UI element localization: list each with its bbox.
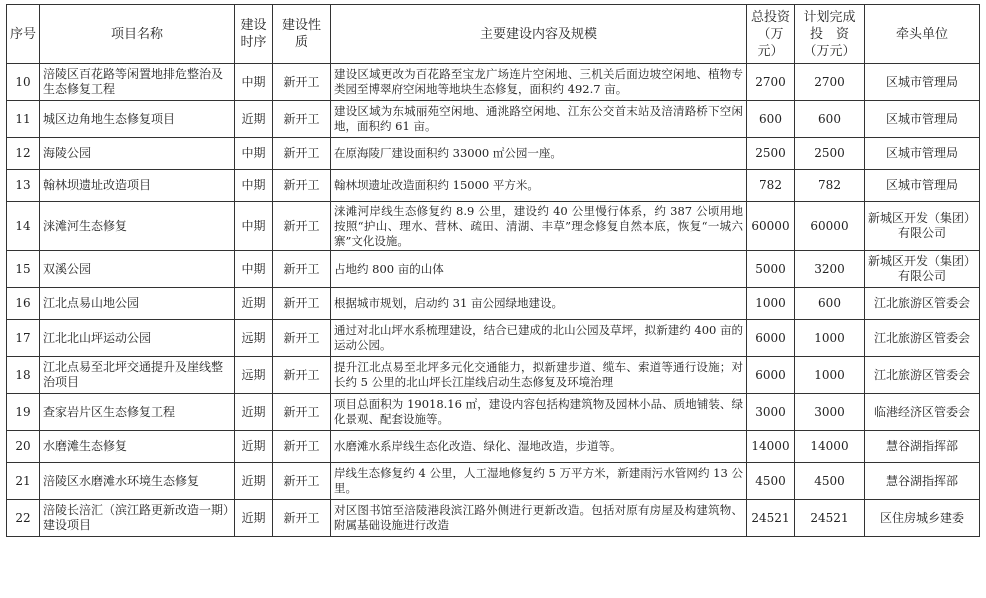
cell-nature: 新开工 — [273, 463, 331, 500]
cell-name: 水磨滩生态修复 — [40, 431, 235, 463]
cell-phase: 近期 — [235, 101, 273, 138]
header-name: 项目名称 — [40, 5, 235, 64]
cell-nature: 新开工 — [273, 288, 331, 320]
cell-planned: 3000 — [795, 394, 865, 431]
cell-content: 建设区域更改为百花路至宝龙广场连片空闲地、三机关后面边坡空闲地、植物专类园至博翠府空闲地等地块生态修复，面积约 492.7 亩。 — [331, 64, 747, 101]
cell-planned: 14000 — [795, 431, 865, 463]
cell-seq: 20 — [7, 431, 40, 463]
cell-name: 双溪公园 — [40, 251, 235, 288]
header-seq: 序号 — [7, 5, 40, 64]
cell-seq: 12 — [7, 138, 40, 170]
cell-total: 782 — [747, 170, 795, 202]
cell-name: 江北北山坪运动公园 — [40, 320, 235, 357]
cell-planned: 60000 — [795, 202, 865, 251]
cell-total: 6000 — [747, 320, 795, 357]
cell-seq: 22 — [7, 500, 40, 537]
cell-nature: 新开工 — [273, 320, 331, 357]
table-row — [7, 170, 980, 202]
cell-seq: 17 — [7, 320, 40, 357]
cell-phase: 近期 — [235, 500, 273, 537]
cell-total: 2500 — [747, 138, 795, 170]
header-content: 主要建设内容及规模 — [331, 5, 747, 64]
cell-phase: 近期 — [235, 394, 273, 431]
header-nature: 建设性质 — [273, 5, 331, 64]
cell-nature: 新开工 — [273, 170, 331, 202]
cell-phase: 近期 — [235, 288, 273, 320]
cell-name: 涪陵区水磨滩水环境生态修复 — [40, 463, 235, 500]
cell-seq: 14 — [7, 202, 40, 251]
table-row — [7, 463, 980, 500]
cell-seq: 11 — [7, 101, 40, 138]
table-row — [7, 64, 980, 101]
table-row — [7, 320, 980, 357]
cell-nature: 新开工 — [273, 101, 331, 138]
cell-total: 4500 — [747, 463, 795, 500]
cell-nature: 新开工 — [273, 394, 331, 431]
cell-phase: 中期 — [235, 251, 273, 288]
cell-planned: 3200 — [795, 251, 865, 288]
cell-name: 海陵公园 — [40, 138, 235, 170]
cell-planned: 2700 — [795, 64, 865, 101]
cell-seq: 10 — [7, 64, 40, 101]
header-lead: 牵头单位 — [865, 5, 980, 64]
cell-lead: 江北旅游区管委会 — [865, 357, 980, 394]
cell-nature: 新开工 — [273, 431, 331, 463]
cell-lead: 慧谷湖指挥部 — [865, 431, 980, 463]
cell-total: 14000 — [747, 431, 795, 463]
cell-lead: 区住房城乡建委 — [865, 500, 980, 537]
cell-name: 涪陵区百花路等闲置地排危整治及生态修复工程 — [40, 64, 235, 101]
cell-planned: 600 — [795, 288, 865, 320]
cell-lead: 区城市管理局 — [865, 64, 980, 101]
cell-content: 通过对北山坪水系梳理建设，结合已建成的北山公园及草坪，拟新建约 400 亩的运动公园。 — [331, 320, 747, 357]
cell-content: 翰林坝遗址改造面积约 15000 平方米。 — [331, 170, 747, 202]
cell-total: 2700 — [747, 64, 795, 101]
cell-seq: 21 — [7, 463, 40, 500]
cell-lead: 新城区开发（集团）有限公司 — [865, 202, 980, 251]
cell-nature: 新开工 — [273, 138, 331, 170]
header-row — [7, 5, 980, 64]
cell-total: 3000 — [747, 394, 795, 431]
cell-planned: 4500 — [795, 463, 865, 500]
cell-lead: 新城区开发（集团）有限公司 — [865, 251, 980, 288]
cell-seq: 15 — [7, 251, 40, 288]
table-row — [7, 251, 980, 288]
cell-nature: 新开工 — [273, 64, 331, 101]
cell-content: 提升江北点易至北坪多元化交通能力，拟新建步道、缆车、索道等通行设施；对长约 5 公里的北山坪长江崖线启动生态修复及环境治理 — [331, 357, 747, 394]
cell-seq: 18 — [7, 357, 40, 394]
cell-planned: 600 — [795, 101, 865, 138]
table-row — [7, 101, 980, 138]
cell-total: 6000 — [747, 357, 795, 394]
cell-seq: 16 — [7, 288, 40, 320]
cell-lead: 临港经济区管委会 — [865, 394, 980, 431]
cell-phase: 近期 — [235, 431, 273, 463]
cell-total: 5000 — [747, 251, 795, 288]
cell-lead: 江北旅游区管委会 — [865, 288, 980, 320]
cell-seq: 13 — [7, 170, 40, 202]
cell-nature: 新开工 — [273, 251, 331, 288]
cell-lead: 慧谷湖指挥部 — [865, 463, 980, 500]
table-row — [7, 138, 980, 170]
cell-content: 水磨滩水系岸线生态化改造、绿化、湿地改造，步道等。 — [331, 431, 747, 463]
cell-content: 岸线生态修复约 4 公里，人工湿地修复约 5 万平方米，新建雨污水管网约 13 公里。 — [331, 463, 747, 500]
cell-content: 对区图书馆至涪陵港段滨江路外侧进行更新改造。包括对原有房屋及构建筑物、附属基础设施进行改造 — [331, 500, 747, 537]
cell-content: 占地约 800 亩的山体 — [331, 251, 747, 288]
table-row — [7, 288, 980, 320]
project-table — [6, 4, 980, 537]
table-row — [7, 431, 980, 463]
cell-lead: 江北旅游区管委会 — [865, 320, 980, 357]
cell-phase: 中期 — [235, 138, 273, 170]
cell-name: 涞滩河生态修复 — [40, 202, 235, 251]
cell-phase: 近期 — [235, 463, 273, 500]
cell-planned: 1000 — [795, 357, 865, 394]
cell-name: 查家岩片区生态修复工程 — [40, 394, 235, 431]
cell-lead: 区城市管理局 — [865, 138, 980, 170]
cell-content: 建设区域为东城丽苑空闲地、通洮路空闲地、江东公交首末站及涪清路桥下空闲地，面积约 61 亩。 — [331, 101, 747, 138]
cell-phase: 中期 — [235, 202, 273, 251]
cell-total: 60000 — [747, 202, 795, 251]
table-row — [7, 202, 980, 251]
cell-lead: 区城市管理局 — [865, 170, 980, 202]
cell-planned: 2500 — [795, 138, 865, 170]
cell-name: 涪陵长涪汇（滨江路更新改造一期）建设项目 — [40, 500, 235, 537]
cell-phase: 中期 — [235, 64, 273, 101]
cell-seq: 19 — [7, 394, 40, 431]
cell-content: 涞滩河岸线生态修复约 8.9 公里，建设约 40 公里慢行体系，约 387 公顷用地按照“护山、理水、营林、疏田、清湖、丰草”理念修复自然本底，恢复“一城六寨”文化设施。 — [331, 202, 747, 251]
cell-content: 项目总面积为 19018.16 ㎡，建设内容包括构建筑物及园林小品、质地铺装、绿化景观、配套设施等。 — [331, 394, 747, 431]
cell-phase: 远期 — [235, 320, 273, 357]
cell-content: 在原海陵厂建设面积约 33000 ㎡公园一座。 — [331, 138, 747, 170]
header-phase: 建设时序 — [235, 5, 273, 64]
cell-phase: 中期 — [235, 170, 273, 202]
cell-nature: 新开工 — [273, 357, 331, 394]
cell-name: 江北点易山地公园 — [40, 288, 235, 320]
cell-content: 根据城市规划，启动约 31 亩公园绿地建设。 — [331, 288, 747, 320]
table-row — [7, 500, 980, 537]
cell-lead: 区城市管理局 — [865, 101, 980, 138]
cell-nature: 新开工 — [273, 202, 331, 251]
cell-total: 24521 — [747, 500, 795, 537]
cell-total: 600 — [747, 101, 795, 138]
table-row — [7, 394, 980, 431]
cell-total: 1000 — [747, 288, 795, 320]
cell-planned: 24521 — [795, 500, 865, 537]
header-total: 总投资（万元） — [747, 5, 795, 64]
table-row — [7, 357, 980, 394]
header-planned: 计划完成投 资（万元） — [795, 5, 865, 64]
cell-name: 江北点易至北坪交通提升及崖线整治项目 — [40, 357, 235, 394]
cell-nature: 新开工 — [273, 500, 331, 537]
cell-name: 翰林坝遗址改造项目 — [40, 170, 235, 202]
cell-planned: 782 — [795, 170, 865, 202]
cell-name: 城区边角地生态修复项目 — [40, 101, 235, 138]
cell-planned: 1000 — [795, 320, 865, 357]
cell-phase: 远期 — [235, 357, 273, 394]
